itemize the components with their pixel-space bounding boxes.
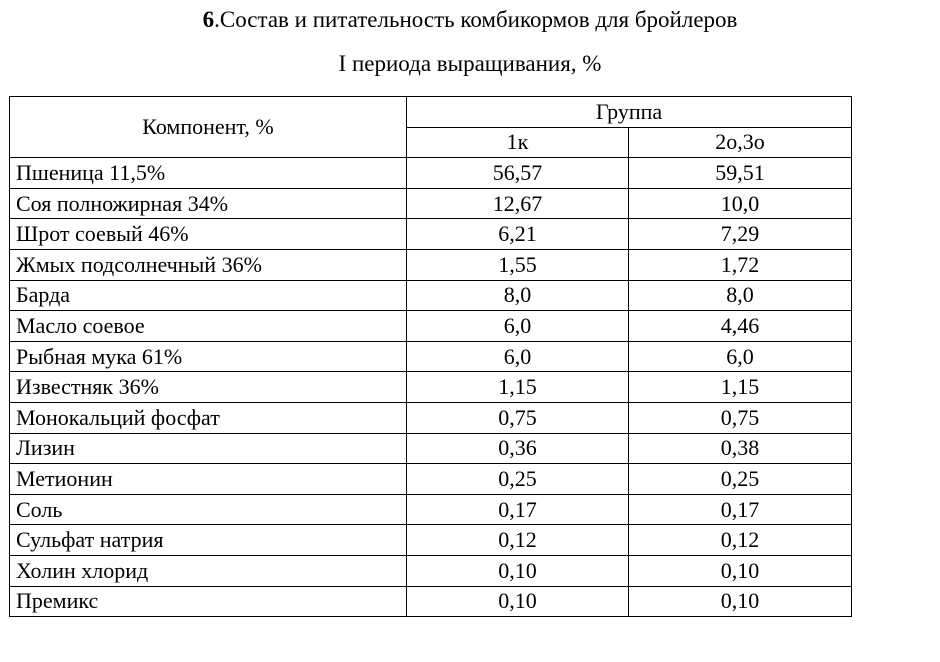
value-1k: 1,15 (407, 372, 629, 403)
component-label: Метионин (10, 464, 407, 495)
value-2o3o: 0,17 (629, 494, 852, 525)
component-label: Известняк 36% (10, 372, 407, 403)
component-label: Пшеница 11,5% (10, 158, 407, 189)
table-row (10, 433, 852, 464)
column-header-2o3o: 2о,3о (629, 127, 852, 158)
component-label: Соль (10, 494, 407, 525)
table-row (10, 249, 852, 280)
value-2o3o: 0,10 (629, 555, 852, 586)
table-row (10, 219, 852, 250)
value-1k: 0,25 (407, 464, 629, 495)
component-label: Шрот соевый 46% (10, 219, 407, 250)
value-2o3o: 0,12 (629, 525, 852, 556)
component-header: Компонент, % (10, 97, 407, 158)
value-1k: 0,17 (407, 494, 629, 525)
value-1k: 56,57 (407, 158, 629, 189)
table-row (10, 402, 852, 433)
table-row (10, 494, 852, 525)
table-row (10, 311, 852, 342)
value-1k: 0,10 (407, 555, 629, 586)
value-1k: 8,0 (407, 280, 629, 311)
table-title-text: .Состав и питательность комбикормов для бройлеров (214, 7, 738, 32)
table-row (10, 158, 852, 189)
table-row (10, 555, 852, 586)
component-label: Лизин (10, 433, 407, 464)
table-subtitle: I периода выращивания, % (338, 51, 602, 76)
value-2o3o: 10,0 (629, 188, 852, 219)
value-1k: 0,12 (407, 525, 629, 556)
value-1k: 0,10 (407, 586, 629, 617)
table-row (10, 341, 852, 372)
value-2o3o: 6,0 (629, 341, 852, 372)
value-1k: 0,75 (407, 402, 629, 433)
group-header: Группа (407, 97, 852, 128)
value-2o3o: 8,0 (629, 280, 852, 311)
table-row (10, 188, 852, 219)
value-1k: 6,0 (407, 311, 629, 342)
table-body (10, 158, 852, 617)
value-2o3o: 1,15 (629, 372, 852, 403)
value-1k: 12,67 (407, 188, 629, 219)
component-label: Соя полножирная 34% (10, 188, 407, 219)
value-2o3o: 59,51 (629, 158, 852, 189)
table-row (10, 464, 852, 495)
component-label: Масло соевое (10, 311, 407, 342)
value-2o3o: 0,10 (629, 586, 852, 617)
column-header-1k: 1к (407, 127, 629, 158)
component-label: Монокальций фосфат (10, 402, 407, 433)
component-label: Рыбная мука 61% (10, 341, 407, 372)
value-2o3o: 0,38 (629, 433, 852, 464)
value-1k: 6,0 (407, 341, 629, 372)
component-label: Барда (10, 280, 407, 311)
table-title (0, 6, 940, 34)
component-label: Жмых подсолнечный 36% (10, 249, 407, 280)
value-2o3o: 0,25 (629, 464, 852, 495)
value-1k: 1,55 (407, 249, 629, 280)
component-label: Премикс (10, 586, 407, 617)
value-2o3o: 0,75 (629, 402, 852, 433)
component-label: Сульфат натрия (10, 525, 407, 556)
table-row (10, 586, 852, 617)
value-1k: 6,21 (407, 219, 629, 250)
component-label: Холин хлорид (10, 555, 407, 586)
table-row (10, 372, 852, 403)
value-2o3o: 7,29 (629, 219, 852, 250)
table-row (10, 525, 852, 556)
composition-table (9, 96, 852, 617)
value-2o3o: 4,46 (629, 311, 852, 342)
value-2o3o: 1,72 (629, 249, 852, 280)
table-number: 6 (202, 7, 215, 32)
table-row (10, 280, 852, 311)
value-1k: 0,36 (407, 433, 629, 464)
